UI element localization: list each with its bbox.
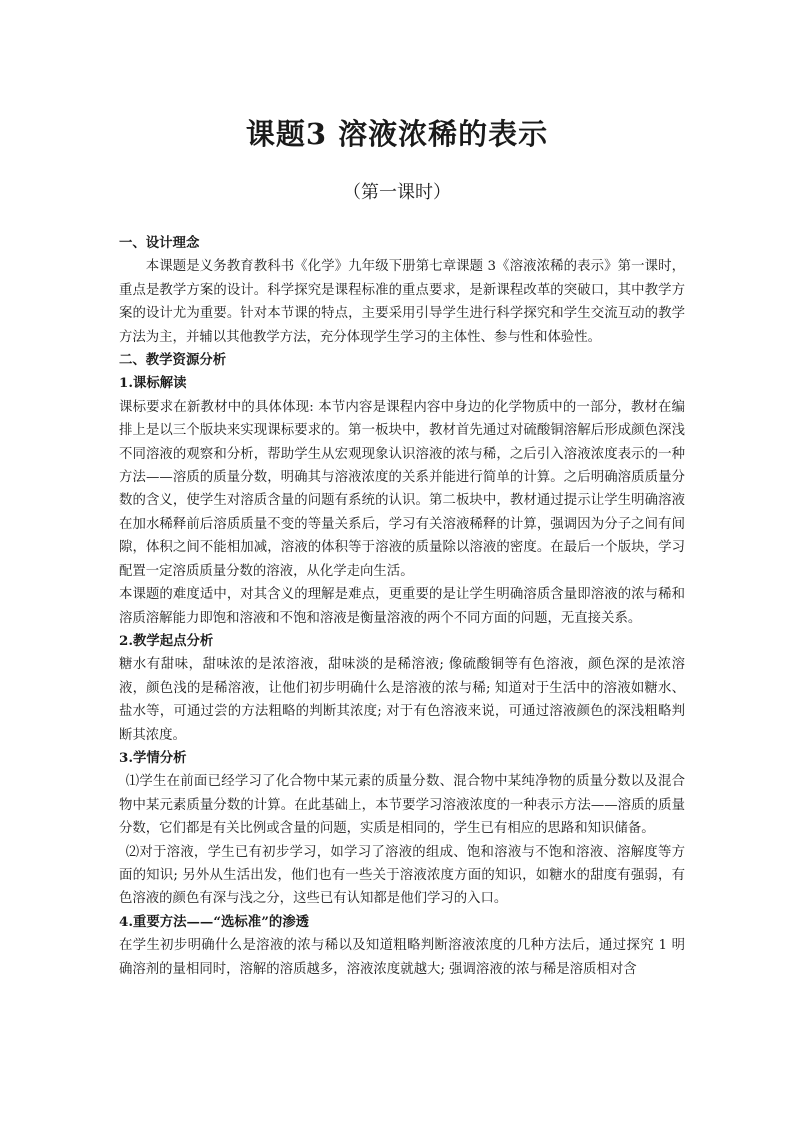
- document-title: 课题3 溶液浓稀的表示: [245, 117, 549, 151]
- paragraph-learner-analysis-2: ⑵对于溶液，学生已有初步学习，如学习了溶液的组成、饱和溶液与不饱和溶液、溶解度等方面的知识; 另外从生活出发，他们也有一些关于溶液浓度方面的知识，如糖水的甜度有强弱，有色溶液的颜色有深与浅之分，这些已有认知都是他们学习的入口。: [119, 844, 685, 907]
- paragraph-learner-analysis-1: ⑴学生在前面已经学习了化合物中某元素的质量分数、混合物中某纯净物的质量分数以及混合物中某元素质量分数的计算。在此基础上，本节要学习溶液浓度的一种表示方法——溶质的质量分数，它们都是有关比例或含量的问题，实质是相同的，学生已有相应的思路和知识储备。: [119, 774, 685, 837]
- paragraph-curriculum-1: 课标要求在新教材中的具体体现: 本节内容是课程内容中身边的化学物质中的一部分，教材在编排上是以三个版块来实现课标要求的。第一板块中，教材首先通过对硫酸铜溶解后形成颜色深浅不同溶液的观察和分析，帮助学生从宏观现象认识溶液的浓与稀，之后引入溶液浓度表示的一种方法——溶质的质量分数，明确其与溶液浓度的关系并能进行简单的计算。之后明确溶质质量分数的含义，使学生对溶质含量的问题有系统的认识。第二板块中，教材通过提示让学生明确溶液在加水稀释前后溶质质量不变的等量关系后，学习有关溶液稀释的计算，强调因为分子之间有间隙，体积之间不能相加减，溶液的体积等于溶液的质量除以溶液的密度。在最后一个版块，学习配置一定溶质质量分数的溶液，从化学走向生活。: [119, 399, 685, 579]
- paragraph-starting-point: 糖水有甜味，甜味浓的是浓溶液，甜味淡的是稀溶液; 像硫酸铜等有色溶液，颜色深的是浓溶液，颜色浅的是稀溶液，让他们初步明确什么是溶液的浓与稀; 知道对于生活中的溶液如糖水、盐水等，可通过尝的方法粗略的判断其浓度; 对于有色溶液来说，可通过溶液颜色的深浅粗略判断其浓度。: [119, 657, 685, 743]
- subsection-heading-starting-point: 2.教学起点分析: [119, 632, 214, 649]
- paragraph-method: 在学生初步明确什么是溶液的浓与稀以及知道粗略判断溶液浓度的几种方法后，通过探究 1 明确溶剂的量相同时，溶解的溶质越多，溶液浓度就越大; 强调溶液的浓与稀是溶质相对含: [119, 938, 685, 977]
- document-subtitle: （第一课时）: [343, 182, 451, 203]
- paragraph-curriculum-2: 本课题的难度适中，对其含义的理解是难点，更重要的是让学生明确溶质含量即溶液的浓与稀和溶质溶解能力即饱和溶液和不饱和溶液是衡量溶液的两个不同方面的问题，无直接关系。: [119, 587, 685, 626]
- document-body: [119, 232, 685, 981]
- subsection-heading-curriculum: 1.课标解读: [119, 375, 187, 392]
- subsection-heading-learner-analysis: 3.学情分析: [119, 749, 187, 766]
- paragraph-design-concept: 本课题是义务教育教科书《化学》九年级下册第七章课题 3《溶液浓稀的表示》第一课时，重点是教学方案的设计。科学探究是课程标准的重点要求，是新课程改革的突破口，其中教学方案的设计尤为重要。针对本节课的特点，主要采用引导学生进行科学探究和学生交流互动的教学方法为主，并辅以其他教学方法，充分体现学生学习的主体性、参与性和体验性。: [119, 259, 685, 345]
- section-heading-design-concept: 一、设计理念: [119, 235, 200, 251]
- section-heading-resource-analysis: 二、教学资源分析: [119, 352, 227, 369]
- subsection-heading-method: 4.重要方法——“选标准”的渗透: [119, 913, 310, 930]
